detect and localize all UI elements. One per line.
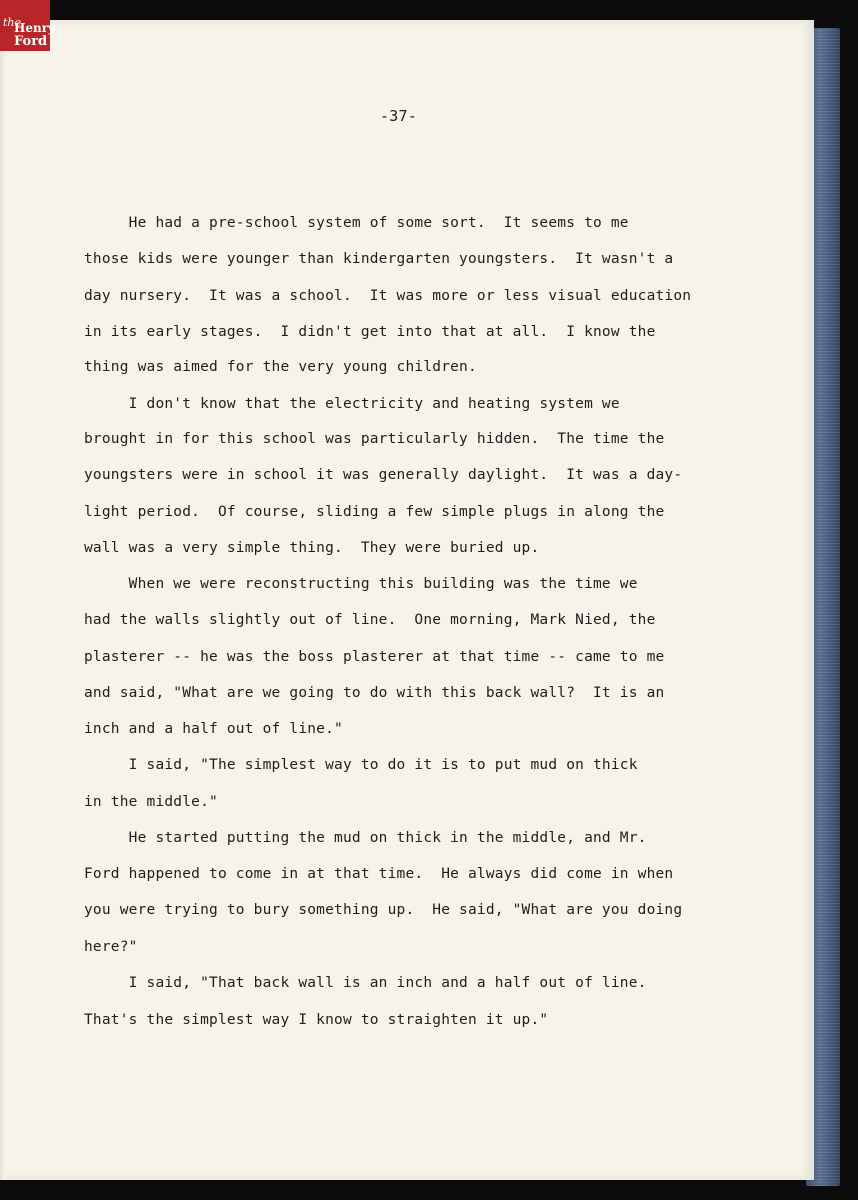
text-line: I said, "That back wall is an inch and a half out of line. bbox=[84, 975, 647, 991]
text-line: and said, "What are we going to do with this back wall? It is an bbox=[84, 685, 665, 701]
text-line: He started putting the mud on thick in the middle, and Mr. bbox=[84, 830, 647, 846]
text-line: That's the simplest way I know to straighten it up." bbox=[84, 1012, 549, 1028]
text-line: inch and a half out of line." bbox=[84, 721, 343, 737]
text-line: brought in for this school was particularly hidden. The time the bbox=[84, 431, 665, 447]
text-line: you were trying to bury something up. He said, "What are you doing bbox=[84, 902, 683, 918]
logo-the: the bbox=[3, 16, 22, 29]
text-line: had the walls slightly out of line. One morning, Mark Nied, the bbox=[84, 612, 656, 628]
text-line: day nursery. It was a school. It was more or less visual education bbox=[84, 288, 692, 304]
text-line: in the middle." bbox=[84, 794, 218, 810]
henry-ford-logo bbox=[0, 0, 55, 51]
text-line: He had a pre-school system of some sort. It seems to me bbox=[84, 215, 629, 231]
page-number: -37- bbox=[380, 107, 417, 125]
text-line: those kids were younger than kindergarten youngsters. It wasn't a bbox=[84, 251, 674, 267]
text-line: light period. Of course, sliding a few simple plugs in along the bbox=[84, 504, 665, 520]
text-line: in its early stages. I didn't get into that at all. I know the bbox=[84, 324, 656, 340]
logo-ford: Ford bbox=[14, 34, 48, 49]
document-page bbox=[0, 20, 814, 1180]
text-line: youngsters were in school it was generally daylight. It was a day- bbox=[84, 467, 683, 483]
text-line: I said, "The simplest way to do it is to put mud on thick bbox=[84, 757, 638, 773]
text-line: When we were reconstructing this building was the time we bbox=[84, 576, 638, 592]
text-line: I don't know that the electricity and heating system we bbox=[84, 396, 620, 412]
text-line: Ford happened to come in at that time. He always did come in when bbox=[84, 866, 674, 882]
text-line: thing was aimed for the very young children. bbox=[84, 359, 477, 375]
text-line: wall was a very simple thing. They were buried up. bbox=[84, 540, 540, 556]
logo-henry: Henry bbox=[14, 21, 55, 35]
text-line: here?" bbox=[84, 939, 138, 955]
text-line: plasterer -- he was the boss plasterer at that time -- came to me bbox=[84, 649, 665, 665]
page-edge bbox=[0, 20, 6, 1180]
